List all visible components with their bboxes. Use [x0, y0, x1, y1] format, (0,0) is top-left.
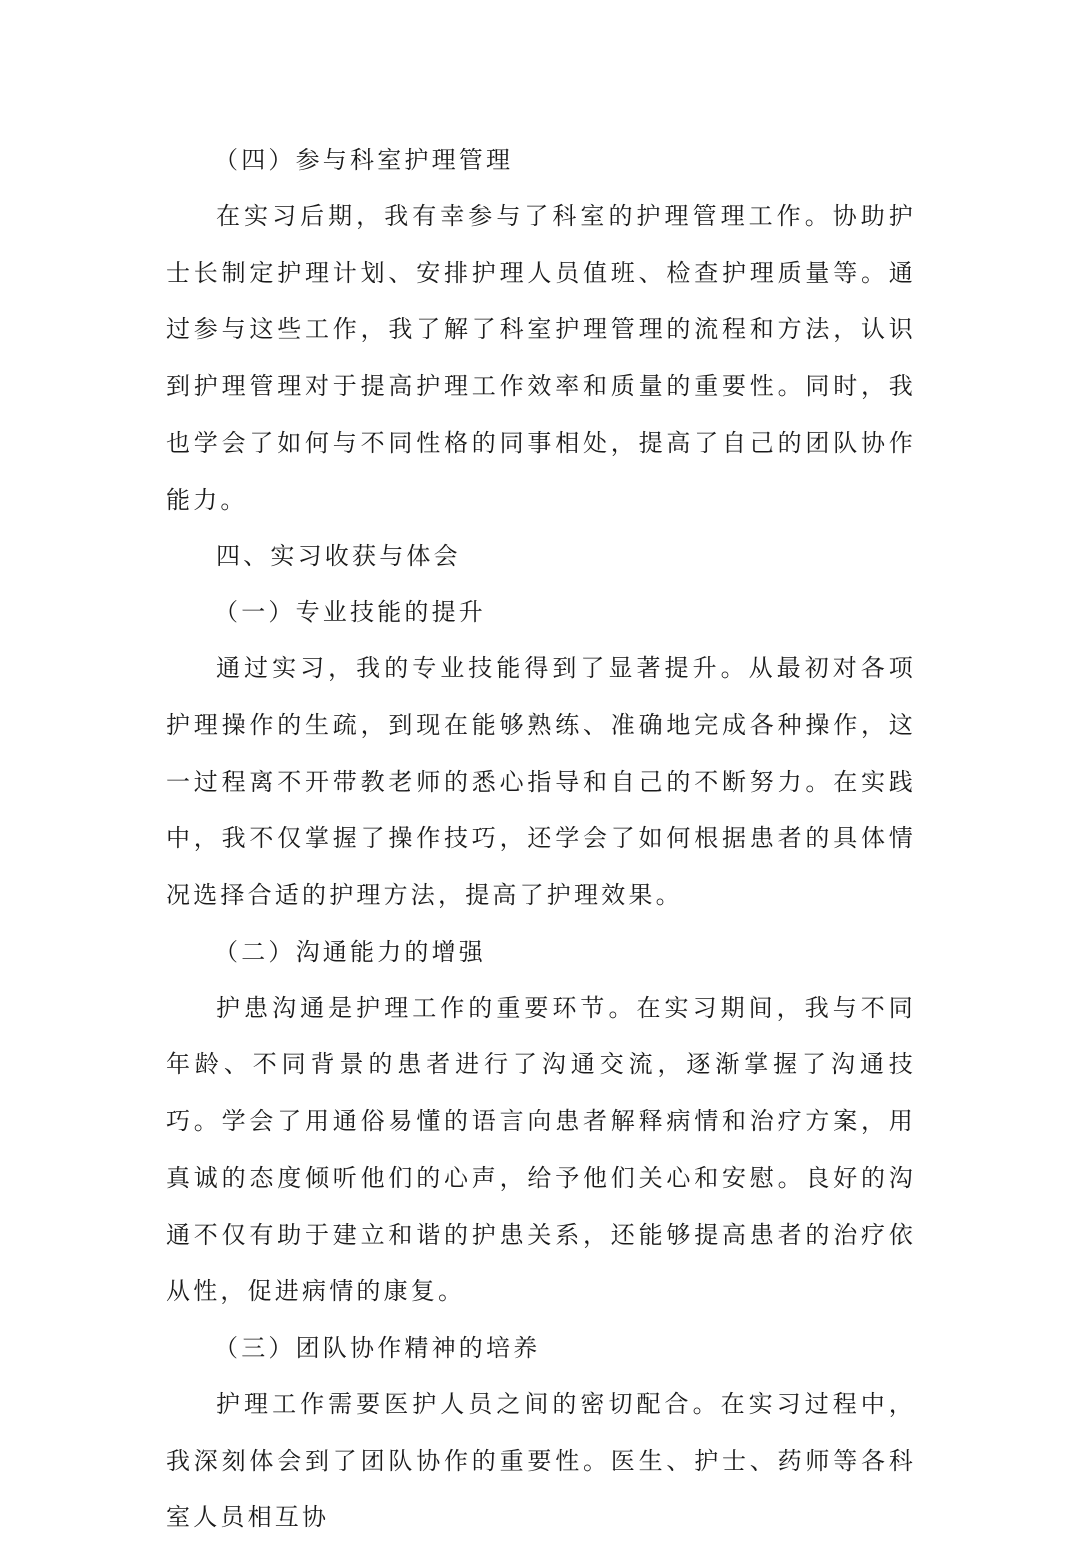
document-body: [166, 132, 916, 1546]
section-heading-communication: （二）沟通能力的增强: [214, 937, 486, 966]
section-heading-4-4: （四）参与科室护理管理: [214, 146, 514, 174]
paragraph-management: 在实习后期，我有幸参与了科室的护理管理工作。协助护士长制定护理计划、安排护理人员值班、检查护理质量等。通过参与这些工作，我了解了科室护理管理的流程和方法，认识到护理管理对于提高护理工作效率和质量的重要性。同时，我也学会了如何与不同性格的同事相处，提高了自己的团队协作能力。: [166, 202, 916, 514]
section-heading-skills: （一）专业技能的提升: [214, 598, 486, 627]
section-heading-teamwork: （三）团队协作精神的培养: [214, 1333, 541, 1362]
paragraph-communication: 护患沟通是护理工作的重要环节。在实习期间，我与不同年龄、不同背景的患者进行了沟通交流，逐渐掌握了沟通技巧。学会了用通俗易懂的语言向患者解释病情和治疗方案，用真诚的态度倾听他们的心声，给予他们关心和安慰。良好的沟通不仅有助于建立和谐的护患关系，还能够提高患者的治疗依从性，促进病情的康复。: [166, 993, 916, 1306]
chapter-heading-4: 四、实习收获与体会: [216, 542, 461, 571]
paragraph-skills: 通过实习，我的专业技能得到了显著提升。从最初对各项护理操作的生疏，到现在能够熟练、准确地完成各种操作，这一过程离不开带教老师的悉心指导和自己的不断努力。在实践中，我不仅掌握了操作技巧，还学会了如何根据患者的具体情况选择合适的护理方法，提高了护理效果。: [166, 654, 916, 910]
paragraph-teamwork: 护理工作需要医护人员之间的密切配合。在实习过程中，我深刻体会到了团队协作的重要性。医生、护士、药师等各科室人员相互协: [166, 1389, 916, 1532]
